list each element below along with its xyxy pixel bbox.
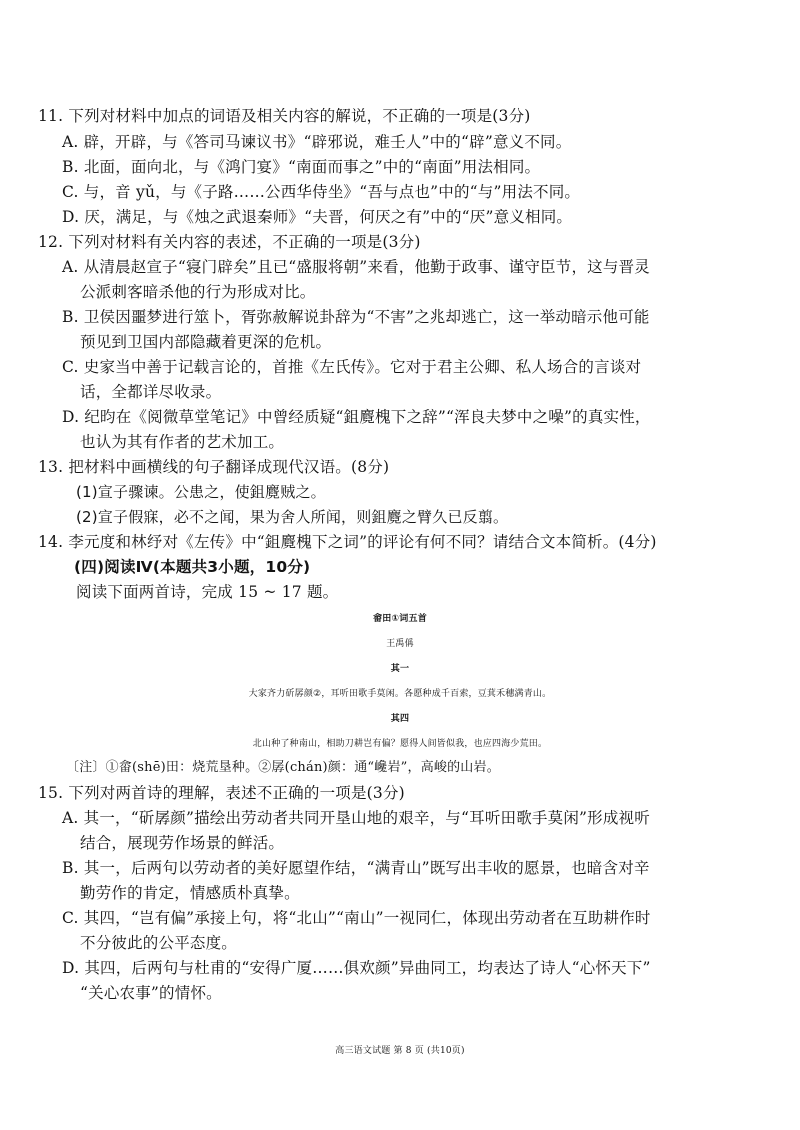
poem-note: 〔注〕①畲(shē)田：烧荒垦种。②孱(chán)颜：通“巉岩”，高峻的山岩。 — [66, 760, 500, 775]
q12-option-b-line1: B. 卫侯因噩梦进行筮卜，胥弥赦解说卦辞为“不害”之兆却逃亡，这一举动暗示他可能 — [62, 308, 650, 326]
q15-option-c-line2: 不分彼此的公平态度。 — [80, 934, 238, 952]
q12-option-a-line1: A. 从清晨赵宣子“寝门辟矣”且已“盛服将朝”来看，他勤于政事、谨守臣节，这与晋灵 — [62, 258, 650, 276]
q12-stem: 12. 下列对材料有关内容的表述，不正确的一项是(3分) — [38, 233, 421, 251]
q11-option-d: D. 厌，满足，与《烛之武退秦师》“夫晋，何厌之有”中的“厌”意义相同。 — [62, 208, 573, 226]
poem-subtitle-1: 其一 — [390, 664, 410, 674]
q11-option-b: B. 北面，面向北，与《鸿门宴》“南面而事之”中的“南面”用法相同。 — [62, 158, 541, 176]
poem-author: 王禹偁 — [386, 639, 414, 649]
q15-option-a-line1: A. 其一，“斫孱颜”描绘出劳动者共同开垦山地的艰辛，与“耳听田歌手莫闲”形成视听 — [62, 809, 650, 827]
poem-title: 畲田①词五首 — [373, 614, 427, 624]
q11-stem: 11. 下列对材料中加点的词语及相关内容的解说，不正确的一项是(3分) — [38, 107, 531, 125]
q12-option-d-line1: D. 纪昀在《阅微草堂笔记》中曾经质疑“鉏麑槐下之辞”“浑良夫梦中之噪”的真实性， — [62, 408, 651, 426]
q12-option-c-line1: C. 史家当中善于记载言论的，首推《左氏传》。它对于君主公卿、私人场合的言谈对 — [62, 358, 642, 376]
section-instruction: 阅读下面两首诗，完成 15 ~ 17 题。 — [76, 583, 339, 601]
q12-option-d-line2: 也认为其有作者的艺术加工。 — [80, 433, 285, 451]
poem-subtitle-2: 其四 — [390, 714, 410, 724]
q12-option-a-line2: 公派刺客暗杀他的行为形成对比。 — [80, 283, 316, 301]
q15-option-b-line1: B. 其一，后两句以劳动者的美好愿望作结，“满青山”既写出丰收的愿景，也暗含对辛 — [62, 859, 650, 877]
q15-option-a-line2: 结合，展现劳作场景的鲜活。 — [80, 834, 285, 852]
section-heading: (四)阅读Ⅳ(本题共3小题，10分) — [74, 558, 311, 576]
q15-stem: 15. 下列对两首诗的理解，表述不正确的一项是(3分) — [38, 784, 405, 802]
page-footer: 高三语文试题 第 8 页 (共10页) — [335, 1046, 465, 1056]
q12-option-c-line2: 话，全都详尽收录。 — [80, 383, 222, 401]
q11-option-c: C. 与，音 yǔ，与《子路……公西华侍坐》“吾与点也”中的“与”用法不同。 — [62, 183, 581, 201]
q13-sentence-1: (1)宣子骤谏。公患之，使鉏麑贼之。 — [76, 483, 326, 501]
q15-option-d-line1: D. 其四，后两句与杜甫的“安得广厦……俱欢颜”异曲同工，均表达了诗人“心怀天下” — [62, 959, 651, 977]
poem-text-1: 大家齐力斫孱颜②，耳听田歌手莫闲。各愿种成千百索，豆萁禾穗满青山。 — [248, 689, 552, 699]
q13-stem: 13. 把材料中画横线的句子翻译成现代汉语。(8分) — [38, 458, 390, 476]
q15-option-d-line2: “关心农事”的情怀。 — [80, 984, 222, 1002]
q13-sentence-2: (2)宣子假寐，必不之闻，果为舍人所闻，则鉏麑之臂久已反翦。 — [76, 508, 509, 526]
q11-option-a: A. 辟，开辟，与《答司马谏议书》“辟邪说，难壬人”中的“辟”意义不同。 — [62, 133, 572, 151]
q15-option-b-line2: 勤劳作的肯定，情感质朴真挚。 — [80, 884, 300, 902]
poem-text-2: 北山种了种南山，相助刀耕岂有偏？愿得人间皆似我，也应四海少荒田。 — [252, 739, 548, 749]
q15-option-c-line1: C. 其四，“岂有偏”承接上句，将“北山”“南山”一视同仁，体现出劳动者在互助耕作时 — [62, 909, 651, 927]
q14-stem: 14. 李元度和林纾对《左传》中“鉏麑槐下之词”的评论有何不同？请结合文本简析。(4分) — [38, 533, 657, 551]
q12-option-b-line2: 预见到卫国内部隐藏着更深的危机。 — [80, 333, 332, 351]
